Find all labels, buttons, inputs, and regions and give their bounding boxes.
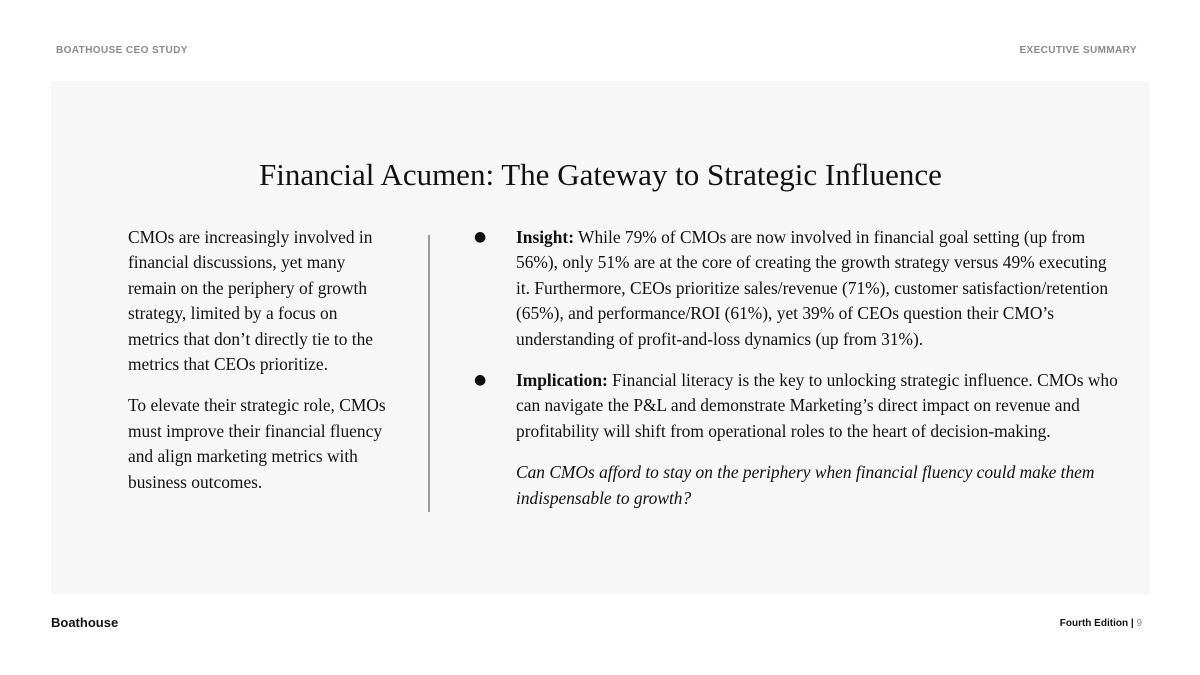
left-paragraph: To elevate their strategic role, CMOs must improve their financial fluency and align marketing metrics with business outcomes. — [128, 395, 386, 492]
header-study-label: BOATHOUSE CEO STUDY — [56, 45, 188, 56]
left-column — [128, 225, 390, 511]
insight-text: While 79% of CMOs are now involved in financial goal setting (up from 56%), only 51% are at the core of creating the growth strategy versus 49% executing it. Furthermore, CEOs prioritize sales/revenue (71%), customer satisfaction/retention (65%), and performance/ROI (61%), yet 39% of CEOs question their CMO’s understanding of profit-and-loss dynamics (up from 31%). — [516, 227, 1109, 349]
column-divider — [428, 235, 430, 512]
left-paragraph: CMOs are increasingly involved in financial discussions, yet many remain on the periphery of growth strategy, limited by a focus on metrics that don’t directly tie to the metrics that CEOs prioritize. — [128, 227, 374, 375]
brand-logo: Boathouse — [51, 615, 119, 630]
implication-bullet — [474, 368, 1124, 444]
edition-label: Fourth Edition | — [1059, 618, 1134, 629]
bullet-dot-icon: ● — [474, 229, 487, 245]
right-column — [474, 225, 1124, 511]
insight-label: Insight: — [516, 227, 574, 247]
implication-text: Financial literacy is the key to unlocking strategic influence. CMOs who can navigate the P&L and demonstrate Marketing’s direct impact on revenue and profitability will shift from operational roles to the heart of decision-making. — [516, 370, 1118, 441]
closing-question: Can CMOs afford to stay on the periphery when financial fluency could make them indispensable to growth? — [516, 462, 1095, 508]
header-section-label: EXECUTIVE SUMMARY — [1019, 45, 1137, 56]
footer-edition — [1060, 618, 1142, 629]
content-panel — [51, 81, 1150, 594]
slide-title: Financial Acumen: The Gateway to Strategic Influence — [259, 157, 942, 192]
bullet-dot-icon: ● — [474, 372, 487, 389]
insight-bullet — [474, 225, 1124, 352]
implication-label: Implication: — [516, 370, 608, 391]
page-number: 9 — [1136, 618, 1142, 629]
